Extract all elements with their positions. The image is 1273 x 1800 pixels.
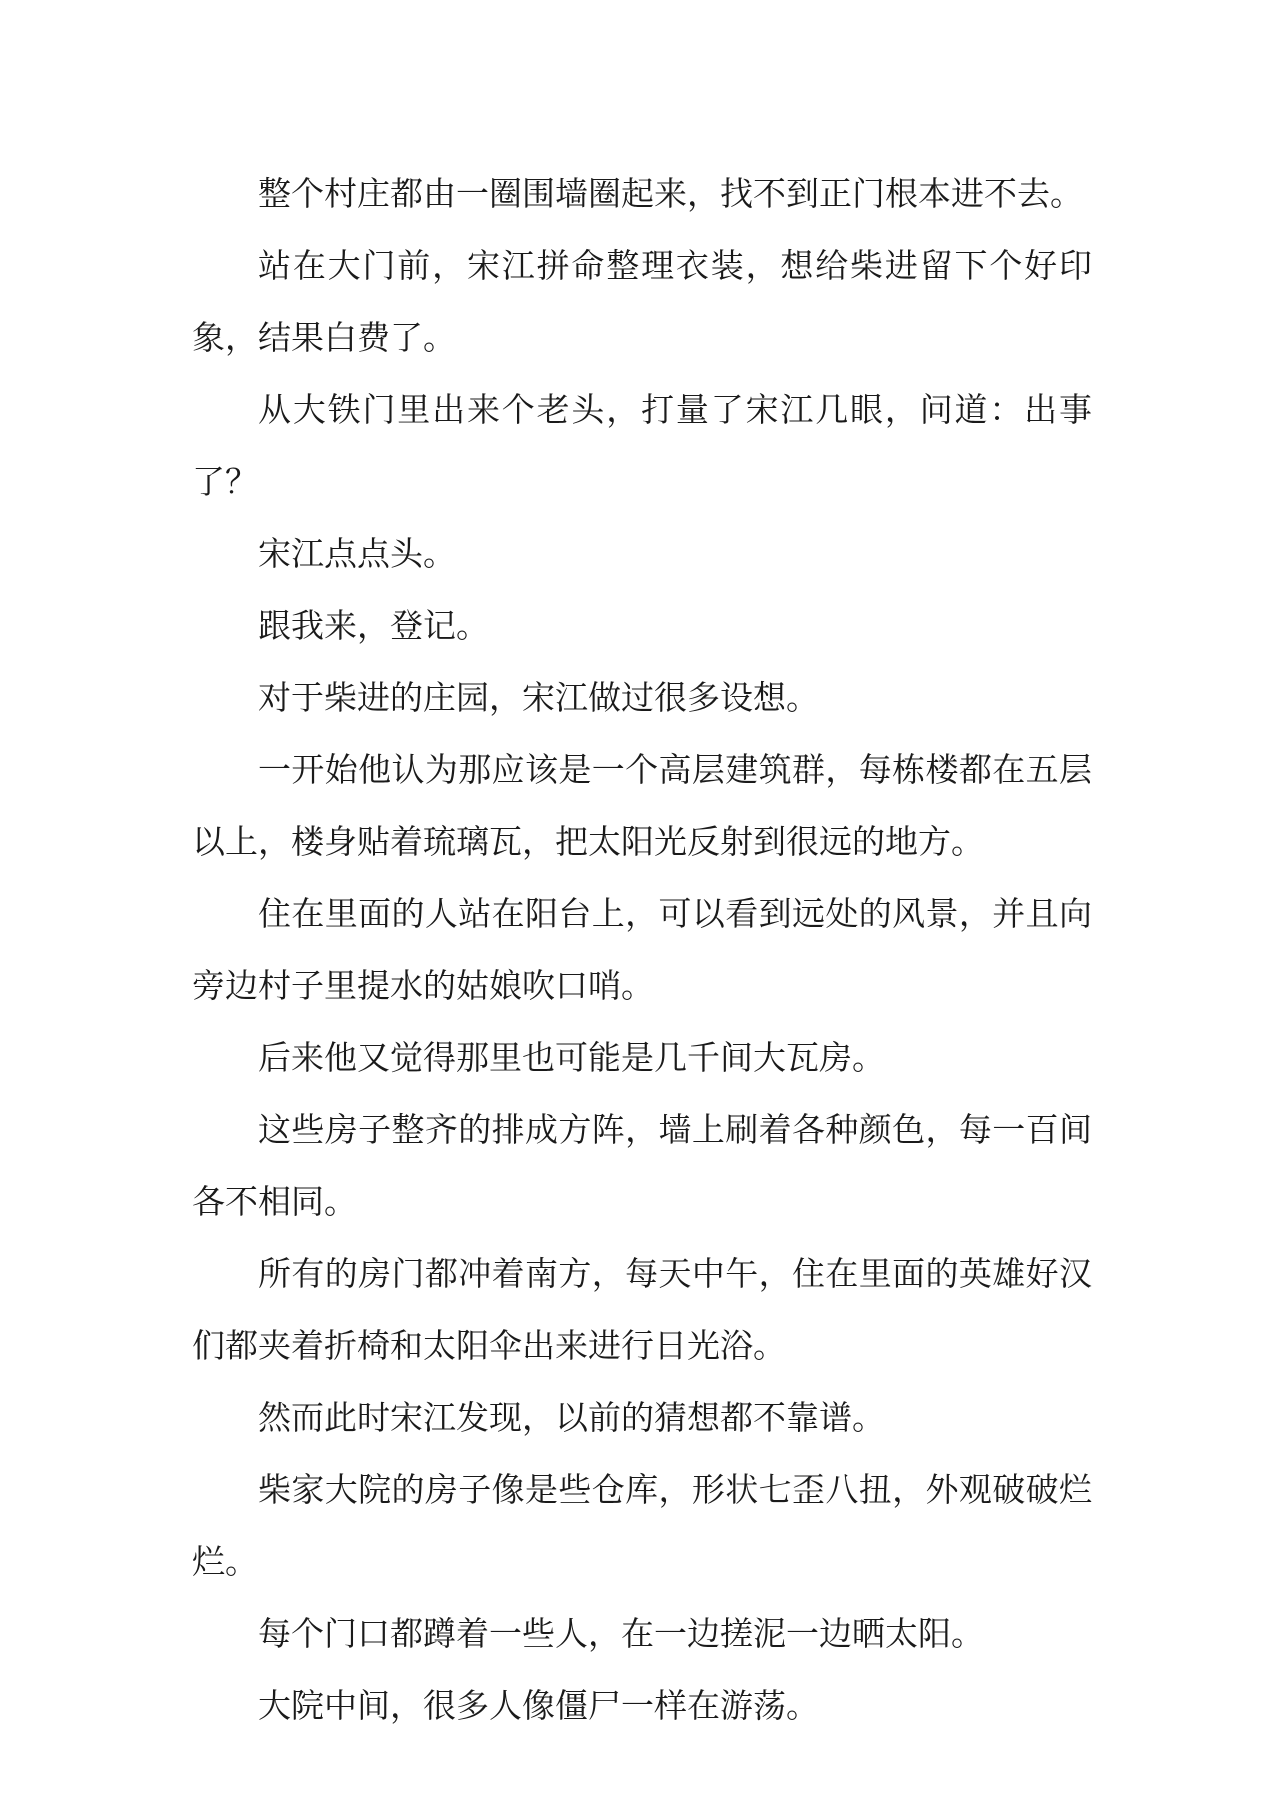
paragraph: 柴家大院的房子像是些仓库，形状七歪八扭，外观破破烂烂。 <box>192 1470 1092 1581</box>
paragraph: 整个村庄都由一圈围墙圈起来，找不到正门根本进不去。 <box>258 174 1083 213</box>
paragraph: 然而此时宋江发现，以前的猜想都不靠谱。 <box>258 1398 885 1437</box>
paragraph: 这些房子整齐的排成方阵，墙上刷着各种颜色，每一百间各不相同。 <box>192 1110 1092 1221</box>
paragraph: 所有的房门都冲着南方，每天中午，住在里面的英雄好汉们都夹着折椅和太阳伞出来进行日光浴。 <box>192 1254 1092 1365</box>
paragraph: 宋江点点头。 <box>258 534 456 573</box>
paragraph: 大院中间，很多人像僵尸一样在游荡。 <box>258 1686 819 1725</box>
paragraph: 站在大门前，宋江拼命整理衣装，想给柴进留下个好印象，结果白费了。 <box>192 246 1092 357</box>
paragraph: 后来他又觉得那里也可能是几千间大瓦房。 <box>258 1038 885 1077</box>
paragraph: 对于柴进的庄园，宋江做过很多设想。 <box>258 678 819 717</box>
document-page <box>192 158 1092 1742</box>
paragraph: 从大铁门里出来个老头，打量了宋江几眼，问道：出事了？ <box>192 390 1092 501</box>
paragraph: 住在里面的人站在阳台上，可以看到远处的风景，并且向旁边村子里提水的姑娘吹口哨。 <box>192 894 1092 1005</box>
paragraph: 每个门口都蹲着一些人，在一边搓泥一边晒太阳。 <box>258 1614 984 1653</box>
paragraph: 跟我来，登记。 <box>258 606 489 645</box>
paragraph: 一开始他认为那应该是一个高层建筑群，每栋楼都在五层以上，楼身贴着琉璃瓦，把太阳光反射到很远的地方。 <box>192 750 1092 861</box>
